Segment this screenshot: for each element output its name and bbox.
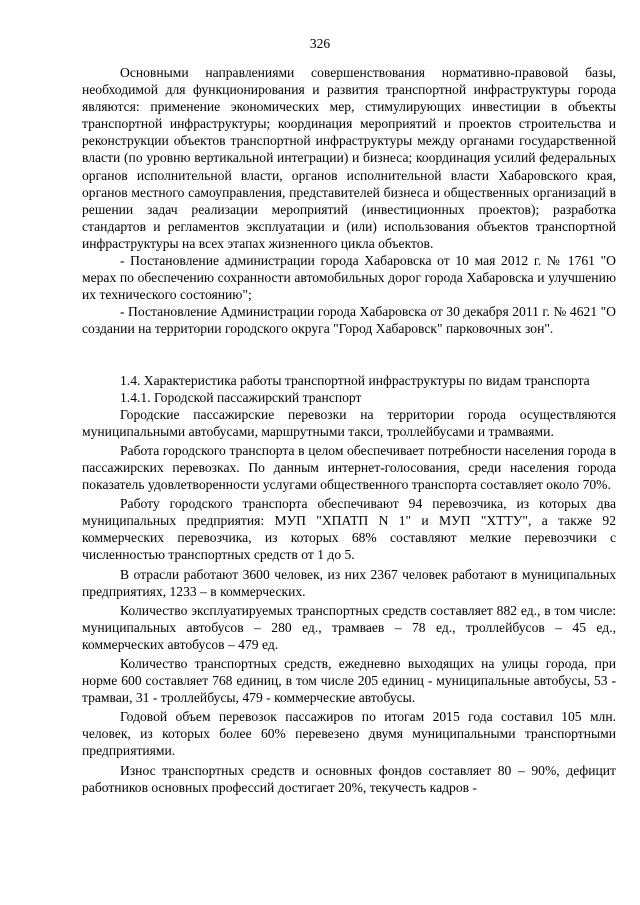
paragraph-employees: В отрасли работают 3600 человек, из них 2367 человек работают в муниципальных предприятиях, 1233 – в коммерческих. bbox=[82, 566, 616, 599]
paragraph-decree-2011: - Постановление Администрации города Хабаровска от 30 декабря 2011 г. № 4621 "О создании на территории городского округа "Город Хабаровск" парковочных зон". bbox=[82, 304, 616, 337]
page-body bbox=[82, 64, 616, 796]
paragraph-annual-volume: Годовой объем перевозок пассажиров по итогам 2015 года составил 105 млн. человек, из которых более 60% перевезено двумя муниципальными транспортными предприятиями. bbox=[82, 709, 616, 759]
paragraph-daily-vehicles: Количество транспортных средств, ежедневно выходящих на улицы города, при норме 600 составляет 768 единиц, в том числе 205 единиц - муниципальные автобусы, 53 - трамваи, 31 - троллейбусы, 479 - коммерческие автобусы. bbox=[82, 656, 616, 706]
paragraph-vehicle-count: Количество эксплуатируемых транспортных средств составляет 882 ед., в том числе: муниципальных автобусов – 280 ед., трамваев – 78 ед., троллейбусов – 45 ед., коммерческих автобусов – 479 ед. bbox=[82, 602, 616, 652]
paragraph-carriers: Работу городского транспорта обеспечивают 94 перевозчика, из которых два муниципальных предприятия: МУП "ХПАТП N 1" и МУП "ХТТУ", а также 92 коммерческих перевозчика, из которых 68% составляют мелкие перевозчики с численностью транспортных средств от 1 до 5. bbox=[82, 496, 616, 563]
page-number: 326 bbox=[309, 36, 331, 51]
section-spacer bbox=[82, 338, 616, 372]
section-heading: 1.4. Характеристика работы транспортной инфраструктуры по видам транспорта bbox=[120, 372, 590, 388]
paragraph-satisfaction: Работа городского транспорта в целом обеспечивает потребности населения города в пассажирских перевозках. По данным интернет-голосования, среди населения города показатель удовлетворенности услугами общественного транспорта составляет около 70%. bbox=[82, 442, 616, 493]
paragraph-decree-2012: - Постановление администрации города Хабаровска от 10 мая 2012 г. № 1761 "О мерах по обеспечению сохранности автомобильных дорог города Хабаровска и улучшению их технического состоянию"; bbox=[82, 253, 616, 303]
subsection-heading: 1.4.1. Городской пассажирский транспорт bbox=[120, 389, 362, 405]
paragraph-wear: Износ транспортных средств и основных фондов составляет 80 – 90%, дефицит работников основных профессий достигает 20%, текучесть кадров - bbox=[82, 762, 616, 795]
paragraph-main-directions: Основными направлениями совершенствования нормативно-правовой базы, необходимой для функционирования и развития транспортной инфраструктуры города являются: применение экономических мер, стимулирующих инвестиции в объекты транспортной инфраструктуры; координация мероприятий и проектов строительства и реконструкции объектов транспортной инфраструктуры между органами государственной власти (по уровню вертикальной интеграции) и бизнеса; координация усилий федеральных органов исполнительной власти, органов исполнительной власти Хабаровского края, органов местного самоуправления, представителей бизнеса и общественных организаций в решении задач реализации мероприятий (инвестиционных проектов); разработка стандартов и регламентов эксплуатации и (или) использования объектов транспортной инфраструктуры на всех этапах жизненного цикла объектов. bbox=[82, 65, 616, 251]
paragraph-transport-types: Городские пассажирские перевозки на территории города осуществляются муниципальными автобусами, маршрутными такси, троллейбусами и трамваями. bbox=[82, 406, 616, 439]
